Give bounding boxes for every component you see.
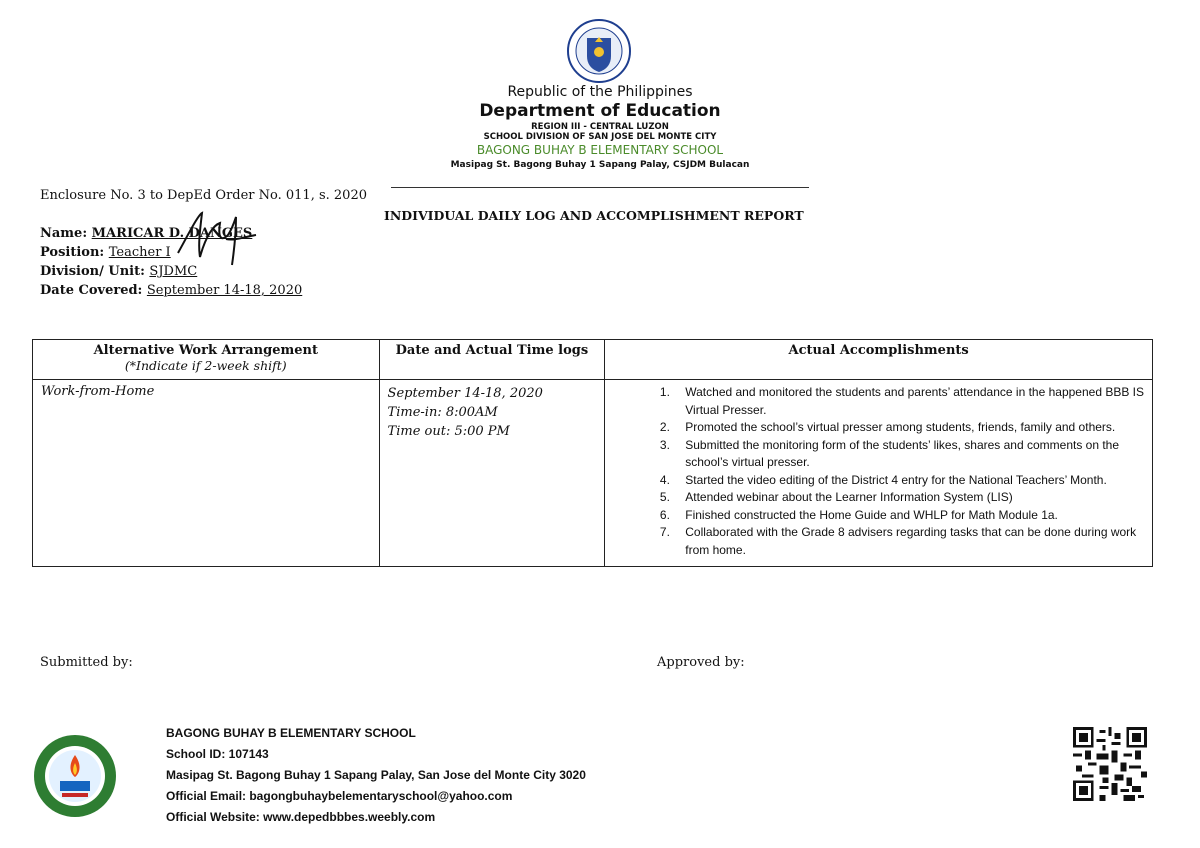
info-division	[40, 264, 197, 279]
list-item: 6. Finished constructed the Home Guide and WHLP for Math Module 1a.	[673, 507, 1144, 525]
cell-accomplishments	[605, 380, 1153, 567]
position-value: Teacher I	[108, 245, 171, 260]
school-logo	[32, 733, 118, 819]
info-date	[40, 283, 302, 298]
deped-seal-logo	[566, 18, 632, 84]
list-item: 5. Attended webinar about the Learner Information System (LIS)	[673, 489, 1144, 507]
enclosure-note: Enclosure No. 3 to DepEd Order No. 011, s. 2020	[40, 188, 367, 203]
table-header-row	[33, 340, 1153, 380]
name-label: Name:	[40, 226, 92, 241]
cell-date-time	[379, 380, 605, 567]
info-position	[40, 245, 171, 260]
date-label: Date Covered:	[40, 283, 147, 298]
position-label: Position:	[40, 245, 109, 260]
submitted-by-label: Submitted by:	[40, 655, 133, 670]
footer-email: Official Email: bagongbuhaybelementaryschool@yahoo.com	[166, 789, 513, 803]
header-divider	[391, 187, 809, 188]
footer-school-id: School ID: 107143	[166, 747, 269, 761]
division-value: SJDMC	[149, 264, 198, 279]
footer-website: Official Website: www.depedbbbes.weebly.com	[166, 810, 436, 824]
date-value: September 14-18, 2020	[146, 283, 303, 298]
header-region: REGION III - CENTRAL LUZON	[531, 122, 669, 132]
date-value-cell: September 14-18, 2020	[387, 386, 543, 401]
time-out: Time out: 5:00 PM	[387, 424, 510, 439]
report-title: INDIVIDUAL DAILY LOG AND ACCOMPLISHMENT REPORT	[384, 208, 804, 223]
header-date-time: Date and Actual Time logs	[379, 340, 605, 380]
header-division: SCHOOL DIVISION OF SAN JOSE DEL MONTE CITY	[483, 132, 717, 142]
list-item: 4. Started the video editing of the District 4 entry for the National Teachers’ Month.	[673, 472, 1144, 490]
list-item: 3. Submitted the monitoring form of the students’ likes, shares and comments on the school’s virtual presser.	[673, 437, 1144, 472]
footer-address: Masipag St. Bagong Buhay 1 Sapang Palay, San Jose del Monte City 3020	[166, 768, 586, 782]
info-name	[40, 226, 252, 241]
approved-by-label: Approved by:	[657, 655, 745, 670]
header-address: Masipag St. Bagong Buhay 1 Sapang Palay, CSJDM Bulacan	[450, 160, 750, 170]
list-item: 7. Collaborated with the Grade 8 advisers regarding tasks that can be done during work from home.	[673, 524, 1144, 559]
list-item: 1. Watched and monitored the students and parents’ attendance in the happened BBB IS Virtual Presser.	[673, 384, 1144, 419]
footer-school-name: BAGONG BUHAY B ELEMENTARY SCHOOL	[166, 726, 416, 740]
accomplishment-table	[32, 339, 1153, 567]
time-in: Time-in: 8:00AM	[387, 405, 498, 420]
name-value: MARICAR D. DANGES	[91, 226, 253, 241]
header-accomplishments: Actual Accomplishments	[605, 340, 1153, 380]
table-row	[33, 380, 1153, 567]
header-arrangement	[33, 340, 380, 380]
header-department: Department of Education	[479, 101, 721, 121]
header-republic: Republic of the Philippines	[507, 84, 693, 100]
list-item: 2. Promoted the school’s virtual presser among students, friends, family and others.	[673, 419, 1144, 437]
division-label: Division/ Unit:	[40, 264, 150, 279]
accomplishment-list	[613, 384, 1144, 559]
header-school-name: BAGONG BUHAY B ELEMENTARY SCHOOL	[476, 143, 724, 157]
header-arrangement-label: Alternative Work Arrangement	[93, 343, 318, 358]
cell-arrangement: Work-from-Home	[33, 380, 380, 567]
qr-code	[1073, 727, 1147, 801]
header-arrangement-note: (*Indicate if 2-week shift)	[124, 358, 287, 373]
